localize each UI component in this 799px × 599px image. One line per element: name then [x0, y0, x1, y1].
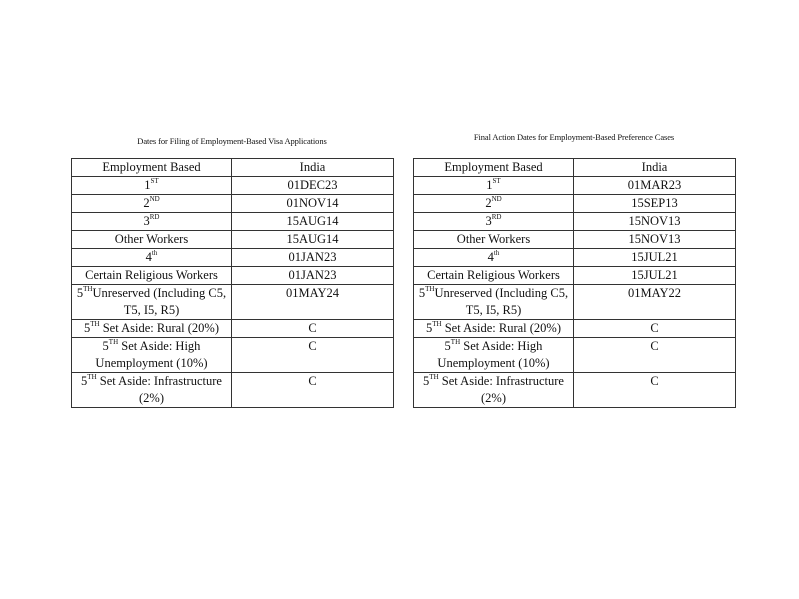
date-cell: C [574, 373, 736, 408]
table-row [414, 267, 736, 285]
ordinal-suffix: TH [432, 319, 442, 328]
category-base: 3 [485, 214, 492, 228]
category-cell [72, 249, 232, 267]
date-cell: 15NOV13 [574, 231, 736, 249]
category-description: Set Aside: Infrastructure (2%) [438, 374, 564, 405]
ordinal-suffix: th [151, 248, 158, 257]
category-base: 5 [423, 374, 430, 388]
category-base: 5 [83, 321, 91, 335]
table-header-row [414, 159, 736, 177]
ordinal-suffix: TH [450, 337, 461, 346]
table-row [414, 285, 736, 320]
ordinal-suffix: TH [83, 284, 93, 293]
column-header-country: India [232, 159, 394, 177]
date-cell: C [232, 320, 394, 338]
category-cell [414, 249, 574, 267]
final-action-table [413, 158, 736, 408]
table-row [72, 195, 394, 213]
ordinal-suffix: RD [149, 212, 160, 221]
category-base: 1 [486, 178, 493, 192]
table-row [414, 373, 736, 408]
table-row [414, 177, 736, 195]
category-cell [72, 338, 232, 373]
category-cell [414, 320, 574, 338]
date-cell: 15JUL21 [574, 267, 736, 285]
table-row [414, 338, 736, 373]
category-base: 4 [487, 250, 494, 264]
filing-dates-table [71, 158, 394, 408]
table-row [72, 249, 394, 267]
table-row [414, 249, 736, 267]
date-cell: 15JUL21 [574, 249, 736, 267]
category-cell [72, 373, 232, 408]
date-cell: C [232, 373, 394, 408]
category-cell [414, 177, 574, 195]
table-row [414, 213, 736, 231]
category-description: Set Aside: Rural (20%) [99, 321, 220, 335]
column-header-employment-based: Employment Based [72, 159, 232, 177]
date-cell: 01NOV14 [232, 195, 394, 213]
table-header-row [72, 159, 394, 177]
category-cell [414, 195, 574, 213]
category-cell [414, 267, 574, 285]
category-base: 4 [145, 250, 152, 264]
column-header-country: India [574, 159, 736, 177]
category-cell [72, 195, 232, 213]
ordinal-suffix: RD [491, 212, 502, 221]
category-base: 5 [81, 374, 88, 388]
ordinal-suffix: TH [87, 372, 97, 381]
date-cell: 01MAY22 [574, 285, 736, 320]
category-cell [72, 285, 232, 320]
table-row [72, 267, 394, 285]
category-base: 2 [143, 196, 150, 210]
table-row [72, 373, 394, 408]
date-cell: 01JAN23 [232, 267, 394, 285]
category-base: 5 [102, 339, 109, 353]
table-row [414, 320, 736, 338]
category-base: Other Workers [114, 232, 189, 246]
table-row [414, 195, 736, 213]
ordinal-suffix: ST [492, 176, 501, 185]
table-row [72, 213, 394, 231]
category-cell [414, 285, 574, 320]
ordinal-suffix: ND [491, 194, 502, 203]
final-action-body [414, 177, 736, 408]
date-cell: 01MAY24 [232, 285, 394, 320]
category-description: Set Aside: High Unemployment (10%) [437, 339, 550, 370]
ordinal-suffix: ND [149, 194, 160, 203]
table-row [414, 231, 736, 249]
category-base: 2 [485, 196, 492, 210]
table-row [72, 177, 394, 195]
category-cell [414, 231, 574, 249]
ordinal-suffix: ST [150, 176, 159, 185]
date-cell: 01JAN23 [232, 249, 394, 267]
ordinal-suffix: th [493, 248, 500, 257]
table-row [72, 231, 394, 249]
date-cell: C [232, 338, 394, 373]
category-cell [72, 267, 232, 285]
final-action-caption: Final Action Dates for Employment-Based Preference Cases [473, 132, 675, 142]
ordinal-suffix: TH [90, 319, 100, 328]
category-description: Unreserved (Including C5, T5, I5, R5) [92, 286, 227, 317]
category-description: Unreserved (Including C5, T5, I5, R5) [434, 286, 569, 317]
category-base: 5 [444, 339, 451, 353]
ordinal-suffix: TH [425, 284, 435, 293]
category-base: 5 [425, 321, 433, 335]
category-base: Certain Religious Workers [427, 268, 560, 282]
category-cell [72, 213, 232, 231]
ordinal-suffix: TH [429, 372, 439, 381]
table-row [72, 320, 394, 338]
category-base: 1 [144, 178, 151, 192]
category-base: 5 [418, 286, 426, 300]
category-base: 5 [76, 286, 84, 300]
table-row [72, 338, 394, 373]
category-description: Set Aside: High Unemployment (10%) [95, 339, 208, 370]
date-cell: C [574, 320, 736, 338]
date-cell: C [574, 338, 736, 373]
date-cell: 15NOV13 [574, 213, 736, 231]
filing-dates-panel [71, 136, 393, 408]
category-base: Other Workers [456, 232, 531, 246]
date-cell: 15AUG14 [232, 231, 394, 249]
date-cell: 01MAR23 [574, 177, 736, 195]
ordinal-suffix: TH [108, 337, 119, 346]
category-base: 3 [143, 214, 150, 228]
category-description: Set Aside: Infrastructure (2%) [96, 374, 222, 405]
category-base: Certain Religious Workers [85, 268, 218, 282]
category-description: Set Aside: Rural (20%) [441, 321, 562, 335]
category-cell [414, 338, 574, 373]
filing-dates-caption: Dates for Filing of Employment-Based Visa Applications [137, 136, 327, 146]
category-cell [72, 231, 232, 249]
filing-dates-body [72, 177, 394, 408]
date-cell: 15SEP13 [574, 195, 736, 213]
category-cell [414, 373, 574, 408]
column-header-employment-based: Employment Based [414, 159, 574, 177]
category-cell [414, 213, 574, 231]
category-cell [72, 177, 232, 195]
table-row [72, 285, 394, 320]
date-cell: 15AUG14 [232, 213, 394, 231]
category-cell [72, 320, 232, 338]
final-action-panel [413, 132, 735, 408]
date-cell: 01DEC23 [232, 177, 394, 195]
